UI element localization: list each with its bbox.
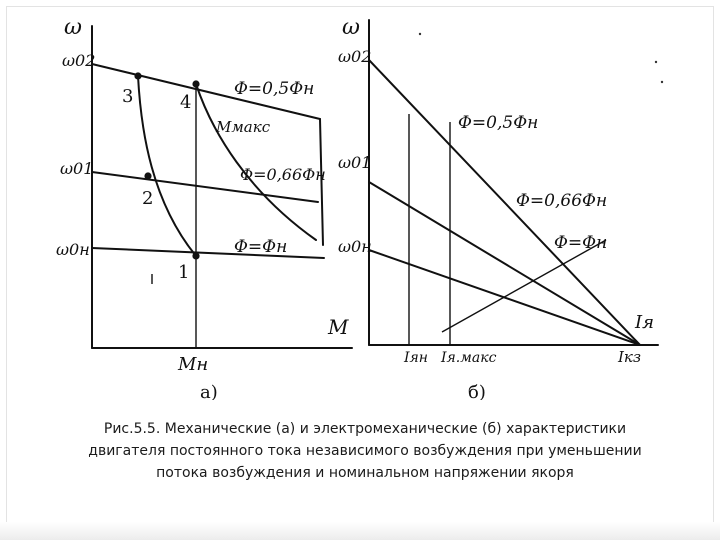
b-max-current-label: Iя.макс [441,350,497,366]
a-nominal-flux-label: Φ=Φн [234,237,288,257]
a-point-2 [144,172,151,179]
a-y-axis-label: ω [64,15,82,40]
scan-speck [419,33,421,35]
caption-line: двигателя постоянного тока независимого возбуждения при уменьшении [88,443,642,459]
b-omega02-label: ω02 [338,47,372,66]
a-omega0n-label: ω0н [56,240,90,259]
a-point-3 [134,72,141,79]
a-point-2-label: 2 [142,188,154,209]
b-omega01-label: ω01 [338,153,372,172]
a-point-3-label: 3 [122,86,134,107]
b-two-thirds-flux-label: Φ=0,66Φн [516,191,608,211]
a-two-thirds-flux-label: Φ=0,66Φн [240,165,326,184]
a-max-torque-label: Mмакс [216,118,271,136]
b-nominal-current-label: Iян [404,350,429,366]
scan-speck [655,61,657,63]
a-omega02-label: ω02 [62,51,96,70]
b-nominal-flux-label: Φ=Φн [554,233,608,253]
b-half-flux-label: Φ=0,5Φн [458,113,539,133]
a-point-4 [192,80,199,87]
slide-bottom-edge [0,522,720,540]
a-point-4-label: 4 [180,92,192,113]
a-point-1 [192,252,199,259]
caption-line: Рис.5.5. Механические (а) и электромеханические (б) характеристики [103,421,627,437]
a-x-axis-label: M [328,315,349,339]
a-sublabel: а) [200,382,218,400]
figure [28,12,670,400]
scan-speck [661,81,663,83]
b-y-axis-label: ω [342,15,360,40]
a-omega01-label: ω01 [60,159,94,178]
figure-caption [70,418,660,484]
b-omega0n-label: ω0н [338,237,372,256]
b-short-circuit-label: Iкз [618,348,642,366]
figure-drawing [28,12,670,400]
a-rated-torque-label: Mн [178,354,209,375]
b-x-axis-label: Iя [635,312,655,333]
caption-line: потока возбуждения и номинальном напряжении якоря [156,465,574,481]
b-sublabel: б) [468,382,486,400]
a-point-1-label: 1 [178,262,190,283]
a-half-flux-label: Φ=0,5Φн [234,79,315,99]
